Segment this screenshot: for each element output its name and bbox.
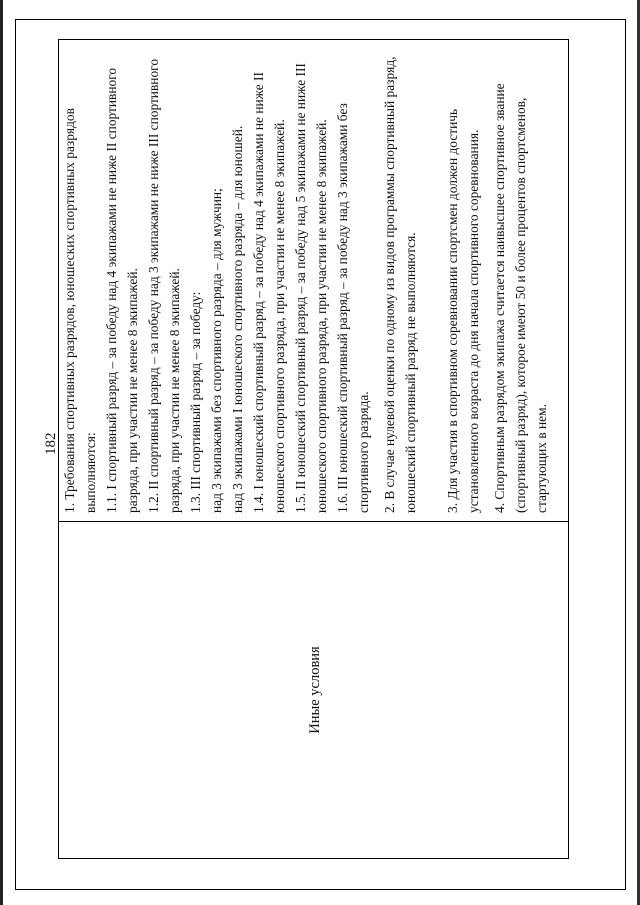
label-cell (59, 522, 568, 858)
page-number: 182 (43, 432, 59, 455)
requirement-1-5: 1.5. II юношеский спортивный разряд – за победу над 5 экипажами не ниже III юношеского спортивного разряда, при участии не менее 8 экипажей. (293, 63, 329, 513)
requirement-1-3-youth: над 3 экипажами I юношеского спортивного разряда – для юношей. (230, 125, 245, 513)
column-divider (59, 521, 568, 522)
content-cell (59, 40, 568, 521)
condition-3: 3. Для участия в спортивном соревновании спортсмен должен достичь установленного возраста до дня начала спортивного соревнования. (445, 108, 481, 513)
requirement-1-3-men: над 3 экипажами без спортивного разряда – для мужчин; (209, 188, 224, 513)
condition-4: 4. Спортивным разрядом экипажа считается наивысшее спортивное звание (спортивный разряд), которое имеют 50 и более процентов спортсменов, стартующих в нем. (492, 83, 549, 513)
requirement-1-4: 1.4. I юношеский спортивный разряд – за победу над 4 экипажами не ниже II юношеского спортивного разряда, при участии не менее 8 экипажей. (251, 72, 287, 513)
spacer (421, 48, 442, 513)
requirement-1-2: 1.2. II спортивный разряд – за победу над 3 экипажами не ниже III спортивного разряда, при участии не менее 8 экипажей. (146, 58, 182, 513)
condition-2: 2. В случае нулевой оценки по одному из видов программы спортивный разряд, юношеский спортивный разряд не выполняются. (382, 56, 418, 513)
requirement-1-3: 1.3. III спортивный разряд – за победу: (188, 291, 203, 513)
requirement-1-1: 1.1. I спортивный разряд – за победу над 4 экипажами не ниже II спортивного разряда, при участии не менее 8 экипажей. (104, 67, 140, 513)
conditions-table (58, 39, 569, 859)
requirement-intro: 1. Требования спортивных разрядов, юношеских спортивных разрядов выполняются: (62, 108, 98, 513)
row-label: Иные условия (307, 646, 323, 734)
requirement-1-6: 1.6. III юношеский спортивный разряд – за победу над 3 экипажами без спортивного разряда. (335, 103, 371, 513)
